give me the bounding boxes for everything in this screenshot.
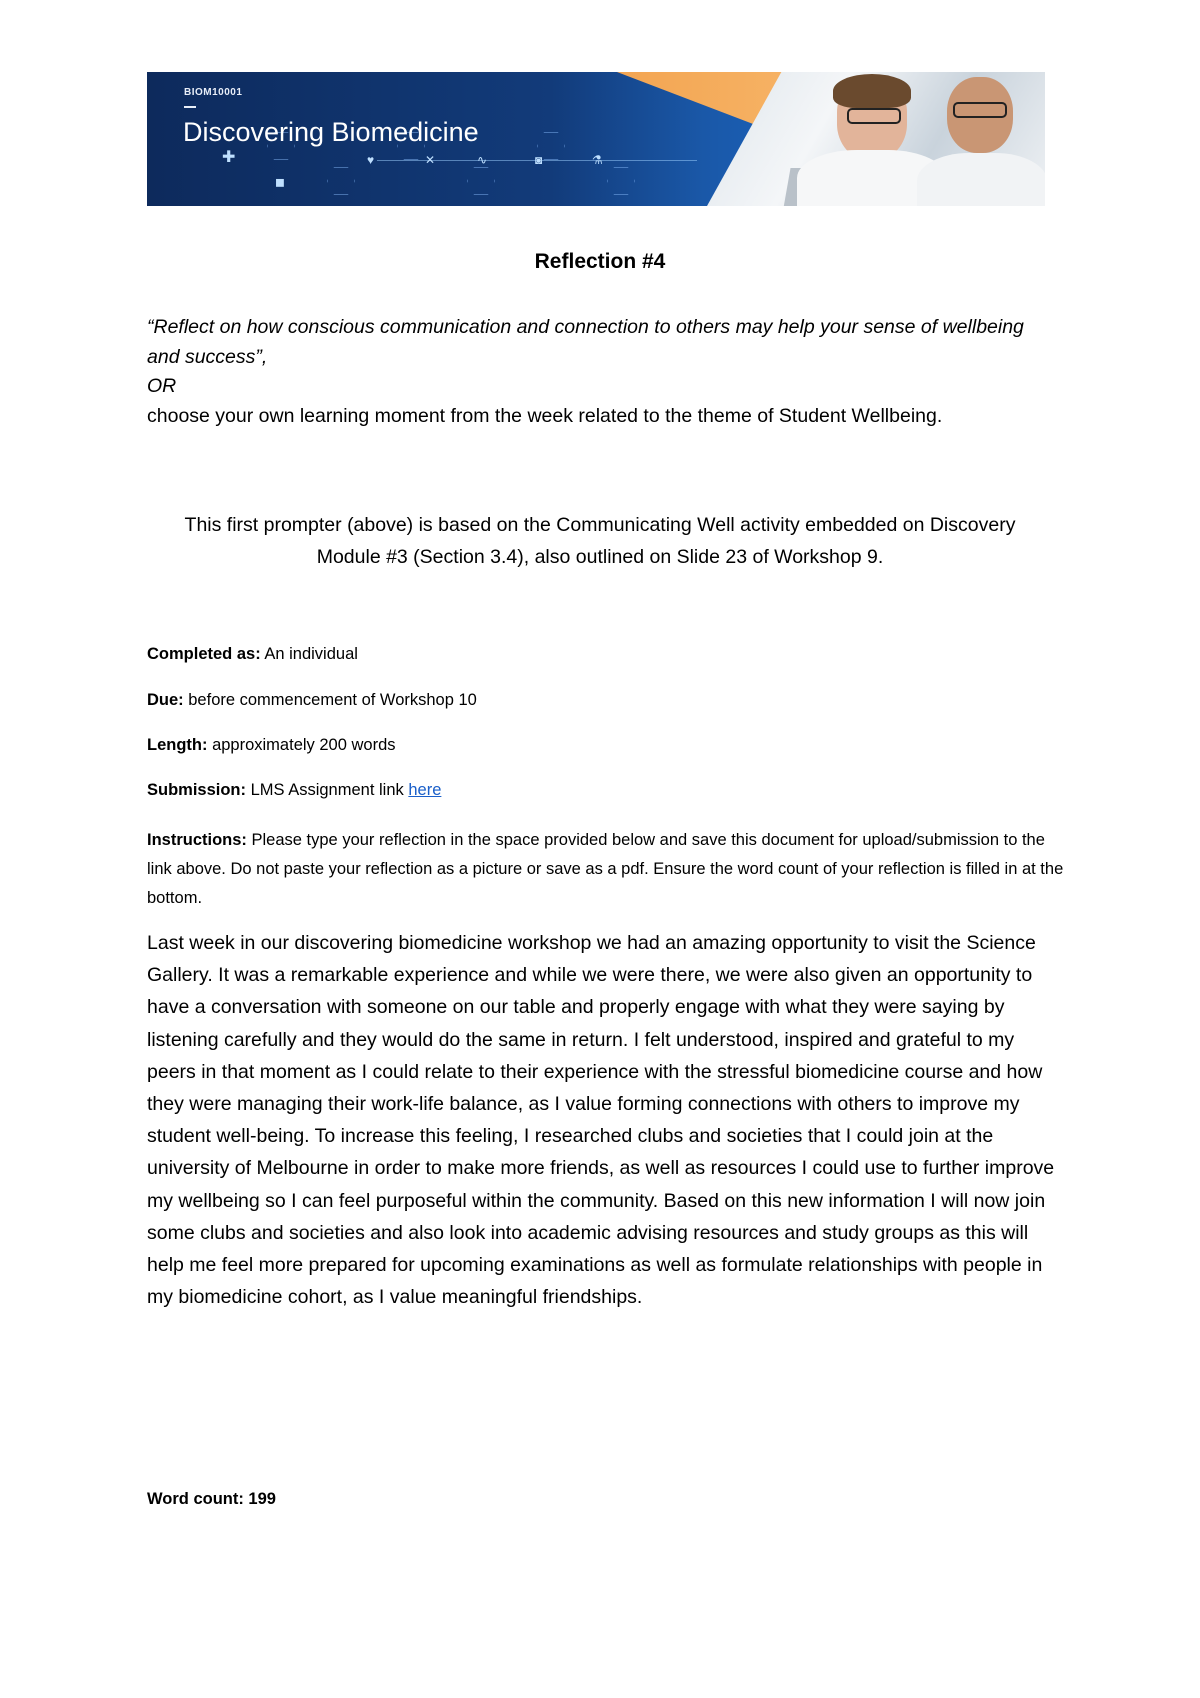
reflection-body[interactable]: Last week in our discovering biomedicine workshop we had an amazing opportunity to visit the Science Gallery. It was a remarkable experience and while we were there, we were also given an opportunity to have a conversation with someone on our table and properly engage with what they were saying by listening carefully and they would do the same in return. I felt understood, inspired and grateful to my peers in that moment as I could relate to their experience with the stressful biomedicine course and how they were managing their work-life balance, as I value forming connections with others to improve my student well-being. To increase this feeling, I researched clubs and societies that I could join at the university of Melbourne in order to make more friends, as well as resources I could use to further improve my wellbeing so I can feel purposeful within the community. Based on this new information I will now join some clubs and societies and also look into academic advising resources and study groups as this will help me feel more prepared for upcoming examinations as well as formulate relationships with people in my biomedicine cohort, as I value meaningful friendships. [147,932,1055,1309]
hexagon-decor [327,167,355,195]
length-row [147,734,1067,756]
word-count: Word count: 199 [147,1490,276,1508]
due-label: Due: [147,691,184,709]
length-value: approximately 200 words [207,736,396,754]
completed-label: Completed as: [147,645,261,663]
reflection-prompt [147,313,1053,431]
course-banner [147,72,1045,206]
plus-icon: ✚ [222,149,236,166]
flask-icon: ⚗ [592,153,603,167]
instructions-value: Please type your reflection in the space provided below and save this document for upload/submission to the link above. Do not paste your reflection as a picture or save as a pdf. Ensure the word count of your reflection is filled in at the bottom. [147,831,1064,907]
heart-icon: ♥ [367,153,375,167]
prompt-quote: “Reflect on how conscious communication and connection to others may help your sense of wellbeing and success”, [147,316,1024,368]
completed-value: An individual [260,645,358,663]
document-title: Reflection #4 [534,250,666,273]
completed-as-row [147,643,1067,665]
submission-label: Submission: [147,781,247,799]
hexagon-decor [467,167,495,195]
instructions-label: Instructions: [147,831,247,849]
camera-icon: ◙ [535,153,543,167]
course-title: Discovering Biomedicine [183,117,479,147]
glasses-decor [847,108,901,124]
heartbeat-icon: ∿ [477,153,488,167]
submission-value: LMS Assignment link [246,781,409,799]
prompt-or: OR [147,375,177,397]
submission-link[interactable]: here [408,781,442,799]
glasses-decor [953,102,1007,118]
prompter-note: This first prompter (above) is based on the Communicating Well activity embedded on Discovery Module #3 (Section 3.4), also outlined on Slide 23 of Workshop 9. [184,514,1016,568]
user-icon: ◼ [275,175,285,189]
prompt-alternative: choose your own learning moment from the week related to the theme of Student Wellbeing. [147,404,943,427]
course-code: BIOM10001 [184,87,243,98]
due-row [147,689,1067,711]
banner-divider [184,106,196,108]
submission-row [147,779,1067,801]
due-value: before commencement of Workshop 10 [183,691,477,709]
instructions-row [147,826,1067,913]
dna-icon: ✕ [425,153,436,167]
hexagon-decor [607,167,635,195]
length-label: Length: [147,736,208,754]
